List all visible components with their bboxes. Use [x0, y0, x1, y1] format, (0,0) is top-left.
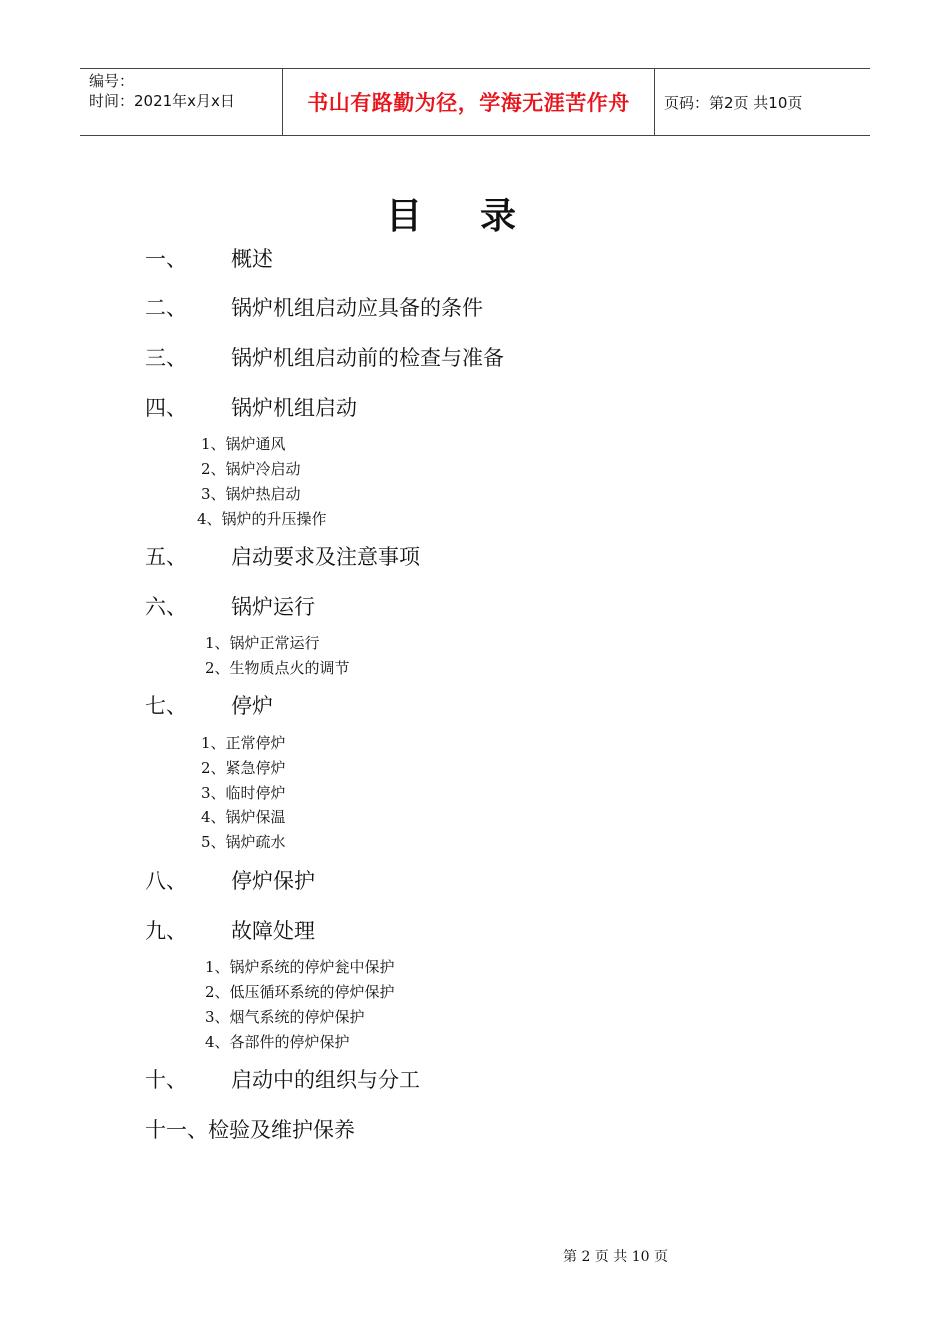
section-title: 概述: [231, 247, 273, 271]
section-title: 故障处理: [231, 919, 315, 943]
toc-section-1: [145, 244, 273, 274]
section-number: 七、: [145, 694, 187, 718]
header-meta: [80, 69, 282, 135]
toc-section-8: [145, 866, 315, 896]
section-title: 锅炉运行: [231, 595, 315, 619]
toc-subitem: 1、正常停炉: [201, 734, 286, 752]
section-number: 六、: [145, 595, 187, 619]
section-title: 启动要求及注意事项: [231, 545, 420, 569]
section-number: 四、: [145, 396, 187, 420]
toc-subitem: 4、各部件的停炉保护: [205, 1033, 350, 1051]
toc-subitem: 2、生物质点火的调节: [205, 659, 350, 677]
section-title: 启动中的组织与分工: [231, 1068, 420, 1092]
toc-section-9: [145, 916, 315, 946]
toc-section-7: [145, 691, 273, 721]
section-title: 锅炉机组启动应具备的条件: [231, 296, 483, 320]
toc-section-6: [145, 592, 315, 622]
motto: 书山有路勤为径，学海无涯苦作舟: [307, 91, 630, 115]
section-number: 八、: [145, 869, 187, 893]
section-title: 检验及维护保养: [208, 1118, 355, 1142]
section-number: 十一、: [145, 1118, 208, 1142]
header-motto-cell: [282, 69, 655, 135]
toc-section-11: [145, 1115, 355, 1145]
section-title: 停炉保护: [231, 869, 315, 893]
number-label: 编号：: [89, 72, 135, 90]
page-info: 页码：第2页 共10页: [664, 93, 803, 112]
time-label: 时间：2021年x月x日: [89, 92, 235, 110]
toc-subitem: 4、锅炉保温: [201, 808, 286, 826]
section-number: 十、: [145, 1068, 187, 1092]
toc-subitem: 3、锅炉热启动: [201, 485, 301, 503]
toc-subitem: 2、紧急停炉: [201, 759, 286, 777]
header-page-info-cell: [655, 69, 870, 135]
toc-subitem: 5、锅炉疏水: [201, 833, 286, 851]
section-number: 二、: [145, 296, 187, 320]
page-header: [80, 68, 870, 136]
page-footer: 第 2 页 共 10 页: [563, 1249, 668, 1265]
section-title: 锅炉机组启动前的检查与准备: [231, 346, 504, 370]
section-number: 一、: [145, 247, 187, 271]
toc-section-5: [145, 542, 420, 572]
toc-subitem: 1、锅炉正常运行: [205, 634, 320, 652]
section-number: 三、: [145, 346, 187, 370]
section-title: 锅炉机组启动: [231, 396, 357, 420]
toc-subitem: 2、锅炉冷启动: [201, 460, 301, 478]
toc-section-10: [145, 1065, 420, 1095]
toc-section-4: [145, 393, 357, 423]
toc-subitem: 1、锅炉系统的停炉瓮中保护: [205, 958, 395, 976]
toc-subitem: 4、锅炉的升压操作: [197, 510, 327, 528]
toc-section-2: [145, 293, 483, 323]
toc-subitem: 3、烟气系统的停炉保护: [205, 1008, 365, 1026]
toc-subitem: 2、低压循环系统的停炉保护: [205, 983, 395, 1001]
toc-title: 目录: [385, 196, 574, 237]
toc-subitem: 1、锅炉通风: [201, 435, 286, 453]
toc-section-3: [145, 343, 504, 373]
section-number: 五、: [145, 545, 187, 569]
toc-subitem: 3、临时停炉: [201, 784, 286, 802]
section-number: 九、: [145, 919, 187, 943]
section-title: 停炉: [231, 694, 273, 718]
